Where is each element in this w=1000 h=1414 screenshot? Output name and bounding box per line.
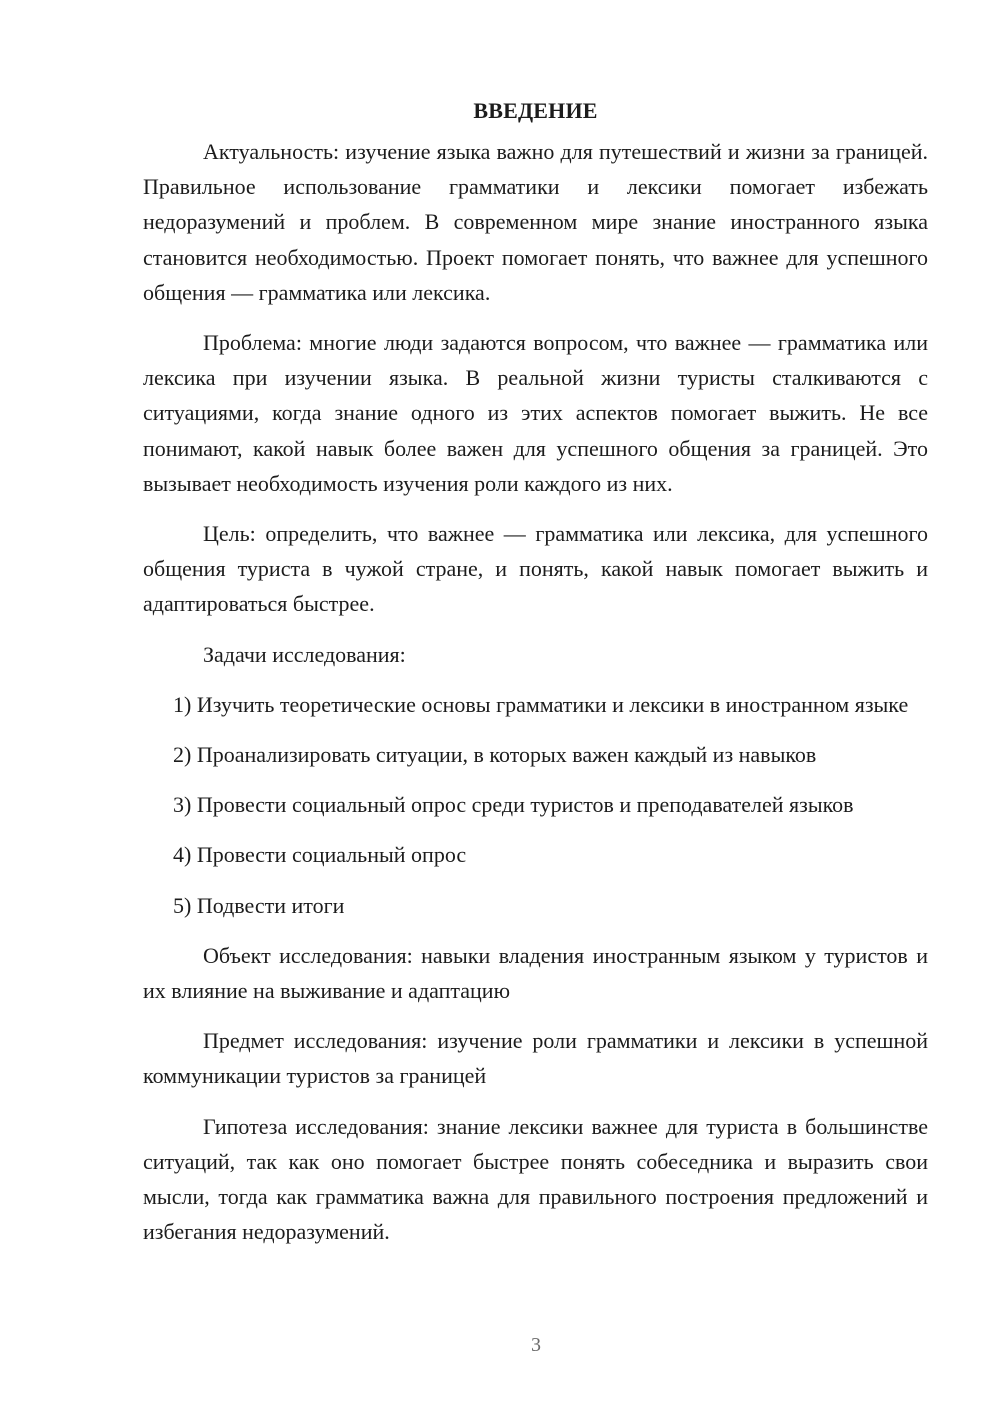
page-number: 3	[531, 1334, 541, 1356]
list-item: 3) Провести социальный опрос среди туристов и преподавателей языков	[173, 792, 854, 818]
paragraph-hypothesis: Гипотеза исследования: знание лексики важнее для туриста в большинстве ситуаций, так как оно помогает быстрее понять собеседника и выразить свои мысли, тогда как грамматика важна для правильного построения предложений и избегания недоразумений.	[143, 1113, 928, 1245]
paragraph-goal: Цель: определить, что важнее — грамматика или лексика, для успешного общения туриста в чужой стране, и понять, какой навык помогает выжить и адаптироваться быстрее.	[143, 521, 928, 617]
list-item: 5) Подвести итоги	[173, 892, 345, 918]
paragraph-tasks-heading: Задачи исследования:	[203, 641, 406, 667]
document-page	[143, 96, 928, 1264]
paragraph-subject: Предмет исследования: изучение роли грамматики и лексики в успешной коммуникации туристов за границей	[143, 1028, 928, 1089]
list-item: 2) Проанализировать ситуации, в которых важен каждый из навыков	[173, 742, 817, 768]
paragraph-relevance: Актуальность: изучение языка важно для путешествий и жизни за границей. Правильное использование грамматики и лексики помогает избежать недоразумений и проблем. В современном мире знание иностранного языка становится необходимостью. Проект помогает понять, что важнее для успешного общения — грамматика или лексика.	[143, 139, 928, 305]
tasks-list	[143, 687, 928, 923]
list-item: 1) Изучить теоретические основы грамматики и лексики в иностранном языке	[173, 691, 909, 717]
paragraph-problem: Проблема: многие люди задаются вопросом, что важнее — грамматика или лексика при изучении языка. В реальной жизни туристы сталкиваются с ситуациями, когда знание одного из этих аспектов помогает выжить. Не все понимают, какой навык более важен для успешного общения за границей. Это вызывает необходимость изучения роли каждого из них.	[143, 330, 928, 496]
paragraph-object: Объект исследования: навыки владения иностранным языком у туристов и их влияние на выживание и адаптацию	[143, 942, 928, 1004]
list-item: 4) Провести социальный опрос	[173, 842, 467, 868]
page-title: ВВЕДЕНИЕ	[473, 98, 598, 123]
